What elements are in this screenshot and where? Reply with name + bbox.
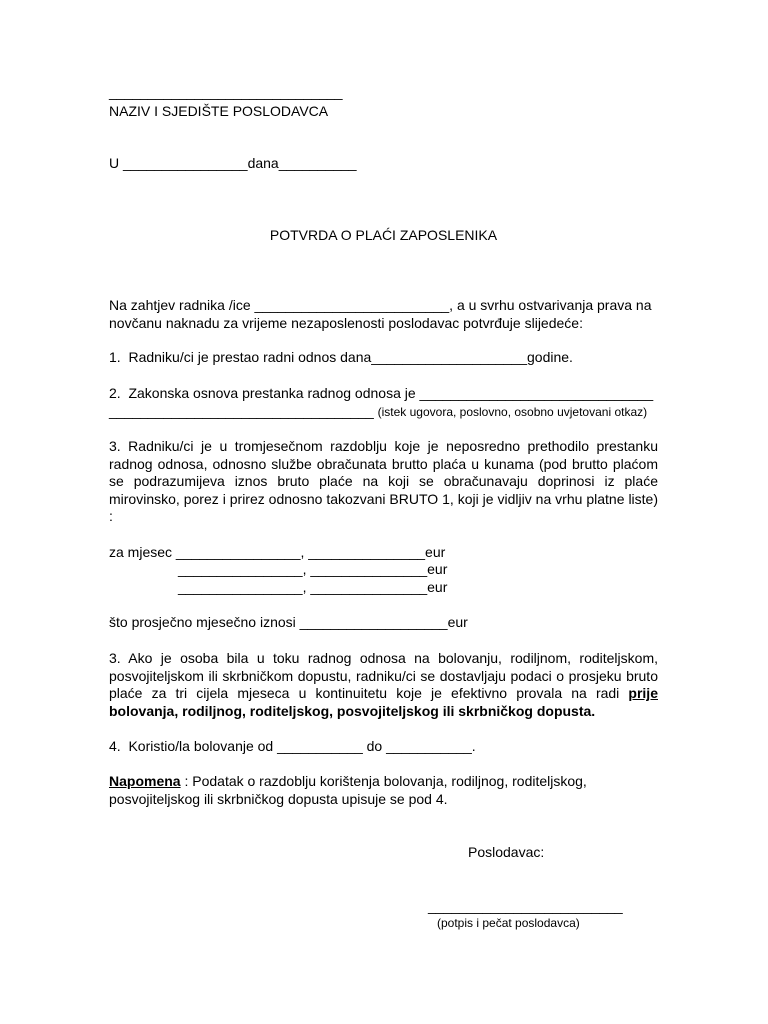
month-row-1: za mjesec ________________, _______________eur [109, 544, 446, 560]
item-3b-paragraph [109, 650, 658, 720]
signature-employer-label: Poslodavac: [468, 844, 545, 860]
average-line: što prosječno mjesečno iznosi ___________________eur [109, 614, 468, 630]
item-2-line-2 [109, 403, 647, 422]
item-3b-prije: prije [628, 685, 658, 701]
intro-line-1: Na zahtjev radnika /ice _________________________, a u svrhu ostvarivanja prava na [109, 297, 652, 313]
note-line-2: posvojiteljskog ili skrbničkog dopusta upisuje se pod 4. [109, 791, 448, 807]
item-3-paragraph: 3. Radniku/ci je u tromjesečnom razdoblju koje je neposredno prethodilo prestanku radnog odnosa, odnosno službe obračunata brutto plaća u kunama (pod brutto plaćom se podrazumijeva iznos bruto plaće na koji se obračunavaju doprinosi iz plaće mirovinsko, porez i prirez odnosno takozvani BRUTO 1, koji je vidljiv na vrhu platne liste) : [109, 438, 658, 524]
item-3b-text: 3. Ako je osoba bila u toku radnog odnosa na bolovanju, rodiljnom, roditeljskom, posvojiteljskom ili skrbničkom dopustu, radniku/ci se dostavljaju podaci o prosjeku bruto plaće za tri cijela mjeseca u kontinuitetu koje je efektivno provala na radi [109, 650, 658, 701]
item-4: 4. Koristio/la bolovanje od ___________ do ___________. [109, 738, 476, 754]
item-2-note: (istek ugovora, poslovno, osobno uvjetovani otkaz) [377, 405, 648, 419]
month-row-3: ________________, _______________eur [178, 579, 448, 595]
note-label: Napomena [109, 773, 181, 789]
item-2-blank: __________________________________ [109, 403, 374, 419]
intro-line-2: novčanu naknadu za vrijeme nezaposlenosti poslodavac potvrđuje slijedeće: [109, 315, 583, 331]
document-title: POTVRDA O PLAĆI ZAPOSLENIKA [269, 227, 498, 243]
item-2-line-1: 2. Zakonska osnova prestanka radnog odnosa je ______________________________ [109, 385, 654, 401]
employer-label: NAZIV I SJEDIŠTE POSLODAVCA [109, 103, 329, 119]
item-3b-bold: bolovanja, rodiljnog, roditeljskog, posvojiteljskog ili skrbničkog dopusta. [109, 702, 596, 719]
place-date-line: U ________________dana__________ [109, 155, 357, 171]
note-line-1 [109, 773, 587, 791]
month-row-2: ________________, _______________eur [178, 561, 448, 577]
signature-caption: (potpis i pečat poslodavca) [437, 916, 580, 930]
employer-blank-line: ______________________________ [109, 84, 343, 100]
item-1: 1. Radniku/ci je prestao radni odnos dana____________________godine. [109, 349, 573, 365]
note-text: : Podatak o razdoblju korištenja bolovanja, rodiljnog, roditeljskog, [180, 773, 587, 789]
signature-blank-line: _________________________ [428, 898, 623, 914]
